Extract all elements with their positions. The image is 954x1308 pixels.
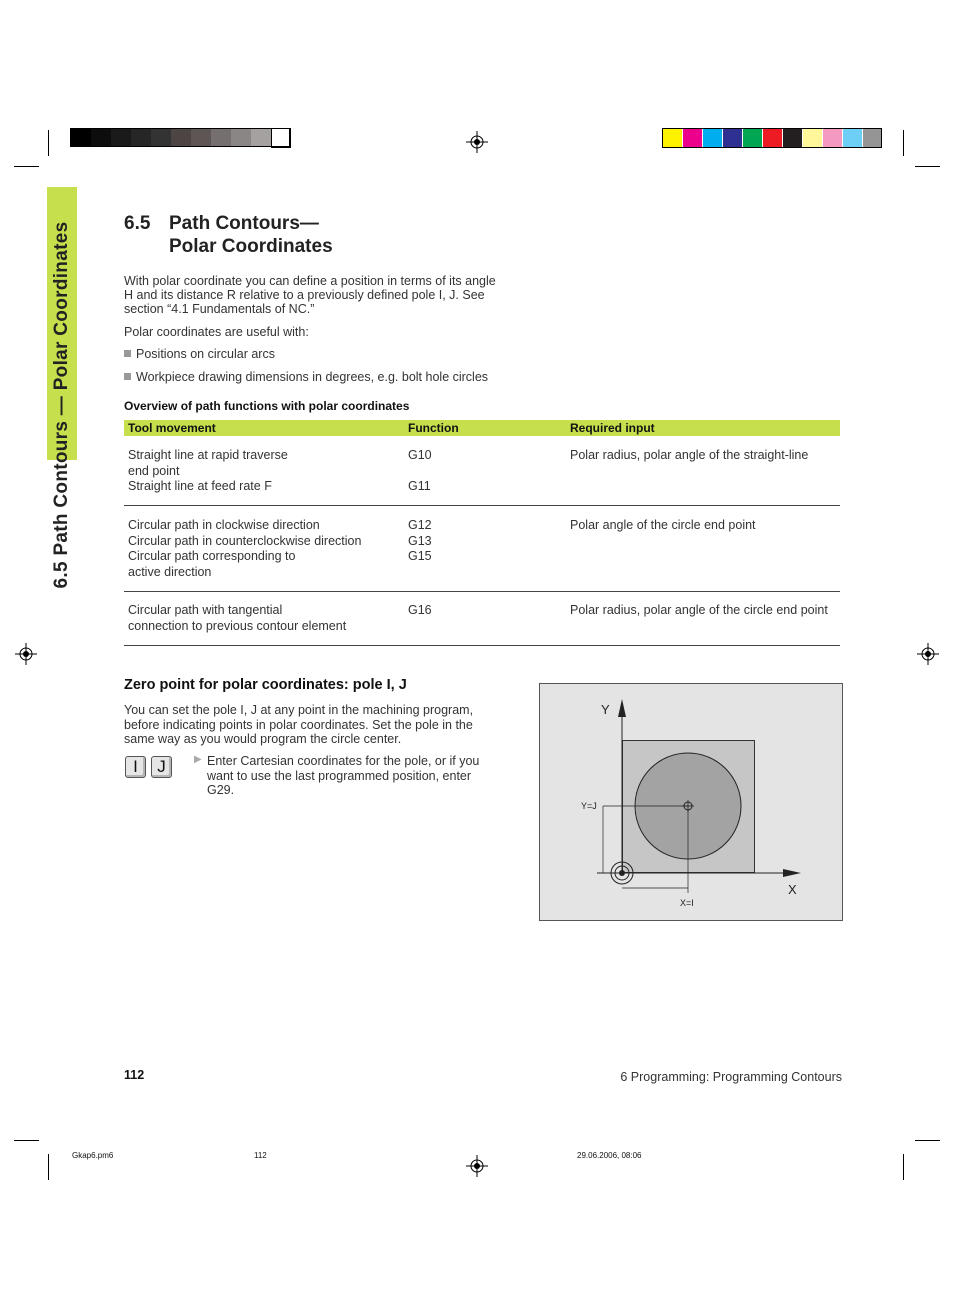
step-instruction — [207, 754, 502, 798]
key-j-button[interactable]: J — [151, 756, 172, 778]
cell-line: Circular path in clockwise direction — [128, 518, 320, 532]
registration-mark-icon — [466, 131, 488, 153]
cell-line: Circular path with tangential — [128, 603, 283, 617]
slug-filename: Gkap6.pm6 — [72, 1151, 114, 1160]
section-heading — [124, 212, 333, 258]
chapter-footer: 6 Programming: Programming Contours — [620, 1070, 842, 1084]
subsection-heading: Zero point for polar coordinates: pole I, J — [124, 677, 407, 693]
crop-mark — [14, 166, 39, 167]
text-line: want to use the last programmed position, enter — [207, 768, 472, 783]
page-number: 112 — [124, 1068, 145, 1082]
crop-mark — [903, 1154, 904, 1180]
crop-mark — [14, 1140, 39, 1141]
text-line: You can set the pole I, J at any point in the machining program, — [124, 703, 474, 717]
bullet-item — [124, 347, 275, 361]
text-line: With polar coordinate you can define a position in terms of its angle — [124, 274, 496, 288]
column-header-required-input: Required input — [570, 421, 655, 435]
step-arrow-icon: ▶ — [194, 754, 202, 765]
cell-line: Circular path corresponding to — [128, 549, 296, 563]
cell-line: Straight line at rapid traverse — [128, 448, 288, 462]
table-cell-movement — [128, 518, 361, 580]
cell-line: G12 — [408, 518, 432, 532]
color-bar-outline — [662, 128, 882, 148]
table-cell-input: Polar angle of the circle end point — [570, 518, 756, 532]
x-axis-label: X — [788, 882, 797, 897]
cell-line: G13 — [408, 533, 432, 548]
column-header-tool-movement: Tool movement — [128, 421, 216, 435]
crop-mark — [48, 130, 49, 156]
crop-mark — [48, 1154, 49, 1180]
cell-line: G10 — [408, 448, 432, 462]
table-cell-input: Polar radius, polar angle of the straight-line — [570, 448, 809, 462]
registration-mark-icon — [466, 1155, 488, 1177]
slug-datetime: 29.06.2006, 08:06 — [577, 1151, 642, 1160]
table-cell-function — [408, 518, 432, 565]
gray-bar-outline — [70, 128, 290, 147]
cell-line: active direction — [128, 564, 212, 579]
cell-line: Straight line at feed rate F — [128, 479, 272, 493]
text-line: section “4.1 Fundamentals of NC.” — [124, 302, 315, 316]
key-i-button[interactable]: I — [125, 756, 146, 778]
cell-line: Circular path in counterclockwise direction — [128, 533, 362, 548]
text-line: G29. — [207, 783, 235, 797]
table-cell-function — [408, 448, 432, 495]
slug-page: 112 — [254, 1151, 267, 1160]
row-divider — [124, 505, 840, 506]
table-header — [124, 420, 840, 436]
pole-figure — [539, 683, 843, 921]
crop-mark — [915, 166, 940, 167]
bullet-text: Positions on circular arcs — [136, 347, 275, 361]
section-number: 6.5 — [124, 213, 151, 234]
cell-line: connection to previous contour element — [128, 618, 347, 633]
intro-lead: Polar coordinates are useful with: — [124, 325, 309, 339]
column-header-function: Function — [408, 421, 459, 435]
side-tab-label: 6.5 Path Contours — Polar Coordinates — [51, 221, 72, 589]
zero-point-paragraph — [124, 703, 504, 747]
text-line: H and its distance R relative to a previously defined pole I, J. See — [124, 288, 485, 302]
text-line: before indicating points in polar coordinates. Set the pole in the — [124, 717, 473, 732]
table-cell-movement — [128, 448, 288, 495]
y-equals-j-label: Y=J — [581, 801, 597, 811]
intro-paragraph — [124, 274, 544, 316]
text-line: same way as you would program the circle center. — [124, 732, 402, 746]
table-caption: Overview of path functions with polar coordinates — [124, 399, 410, 413]
crop-mark — [915, 1140, 940, 1141]
heading-line-1: Path Contours— — [169, 213, 319, 234]
bullet-item — [124, 370, 488, 384]
cell-line: G15 — [408, 549, 432, 563]
x-equals-i-label: X=I — [680, 898, 694, 908]
row-divider — [124, 591, 840, 592]
bullet-text: Workpiece drawing dimensions in degrees, e.g. bolt hole circles — [136, 370, 489, 384]
crop-mark — [903, 130, 904, 156]
registration-mark-icon — [917, 643, 939, 665]
bullet-square-icon — [124, 373, 131, 380]
cell-line: end point — [128, 463, 180, 478]
cell-line: G11 — [408, 479, 431, 493]
table-cell-function: G16 — [408, 603, 432, 617]
bullet-square-icon — [124, 350, 131, 357]
table-cell-input: Polar radius, polar angle of the circle end point — [570, 603, 828, 617]
table-bottom-rule — [124, 645, 840, 646]
text-line: Enter Cartesian coordinates for the pole, or if you — [207, 754, 480, 768]
registration-mark-icon — [15, 643, 37, 665]
heading-line-2: Polar Coordinates — [169, 236, 333, 257]
cell-spacer — [408, 464, 432, 480]
y-axis-label: Y — [601, 702, 610, 717]
origin-icon — [619, 870, 625, 876]
table-cell-movement — [128, 603, 346, 634]
